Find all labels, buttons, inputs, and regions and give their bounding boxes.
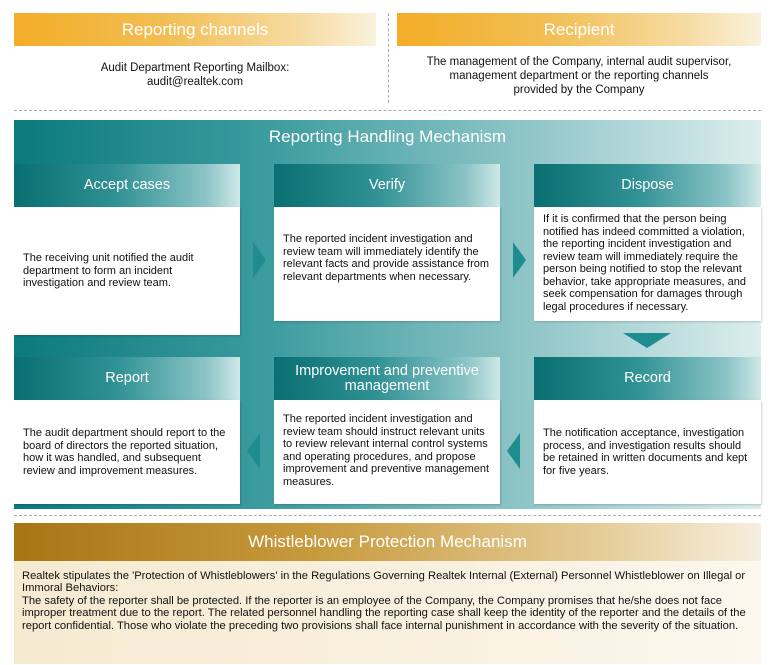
- accept-cases-title: Accept cases: [14, 164, 240, 207]
- whistleblower-panel: [14, 523, 761, 655]
- reporting-channels-panel: [14, 13, 376, 103]
- whistleblower-paragraph-2: The safety of the reporter shall be protected. If the reporter is an employee of the Company, the Company promises that he/she does not face improper treatment due to the report. The related personnel handling the reporting case shall keep the identity of the reporter and the details of the report confidential. Those who violate the preceding two provisions shall face internal punishment in accordance with the severity of the situation.: [22, 594, 746, 632]
- arrow-right-icon: [513, 242, 526, 278]
- record-title: Record: [534, 357, 761, 400]
- reporting-channels-info: [14, 46, 376, 89]
- recipient-panel: [397, 13, 761, 103]
- reporting-mailbox-label: Audit Department Reporting Mailbox:: [100, 62, 290, 74]
- improvement-text: The reported incident investigation and review team should instruct relevant units to review relevant internal control systems and operating procedures, and propose improvement and preventive management measures.: [274, 400, 500, 504]
- whistleblower-title: Whistleblower Protection Mechanism: [14, 523, 761, 561]
- recipient-info: [397, 46, 761, 97]
- dispose-title: Dispose: [534, 164, 761, 207]
- dispose-text: If it is confirmed that the person being notified has indeed committed a violation, the reporting incident investigation and review team will immediately require the person being notified to stop the relevant behavior, take appropriate measures, and seek compensation for damages through legal procedures if necessary.: [534, 207, 761, 321]
- handling-mechanism-title: Reporting Handling Mechanism: [268, 127, 507, 146]
- arrow-right-icon: [253, 242, 266, 278]
- whistleblower-text: [14, 561, 761, 664]
- arrow-down-icon: [623, 333, 671, 348]
- report-title: Report: [14, 357, 240, 400]
- verify-text: The reported incident investigation and review team will immediately identify the relevant facts and provide assistance from relevant departments when necessary.: [274, 207, 500, 321]
- arrow-left-icon: [507, 433, 520, 469]
- recipient-line-1: The management of the Company, internal audit supervisor,: [426, 56, 732, 68]
- report-text: The audit department should report to the board of directors the reported situation, how it was handled, and subsequent review and improvement measures.: [14, 400, 240, 504]
- reporting-mailbox-email: audit@realtek.com: [146, 76, 244, 88]
- accept-cases-text: The receiving unit notified the audit department to form an incident investigation and review team.: [14, 207, 240, 335]
- recipient-line-3: provided by the Company: [513, 84, 645, 96]
- recipient-line-2: management department or the reporting channels: [449, 70, 709, 82]
- arrow-left-icon: [247, 433, 260, 469]
- whistleblower-paragraph-1: Realtek stipulates the 'Protection of Whistleblowers' in the Regulations Governing Realtek Internal (External) Personnel Whistleblower on Illegal or Immoral Behaviors:: [22, 570, 746, 595]
- reporting-channels-title: Reporting channels: [14, 13, 376, 46]
- record-text: The notification acceptance, investigation process, and investigation results should be retained in written documents and kept for five years.: [534, 400, 761, 504]
- improvement-title: Improvement and preventive management: [274, 357, 500, 400]
- section-divider-2: [14, 515, 761, 516]
- verify-title: Verify: [274, 164, 500, 207]
- section-divider-1: [14, 110, 761, 111]
- recipient-title: Recipient: [397, 13, 761, 46]
- top-divider: [388, 13, 389, 103]
